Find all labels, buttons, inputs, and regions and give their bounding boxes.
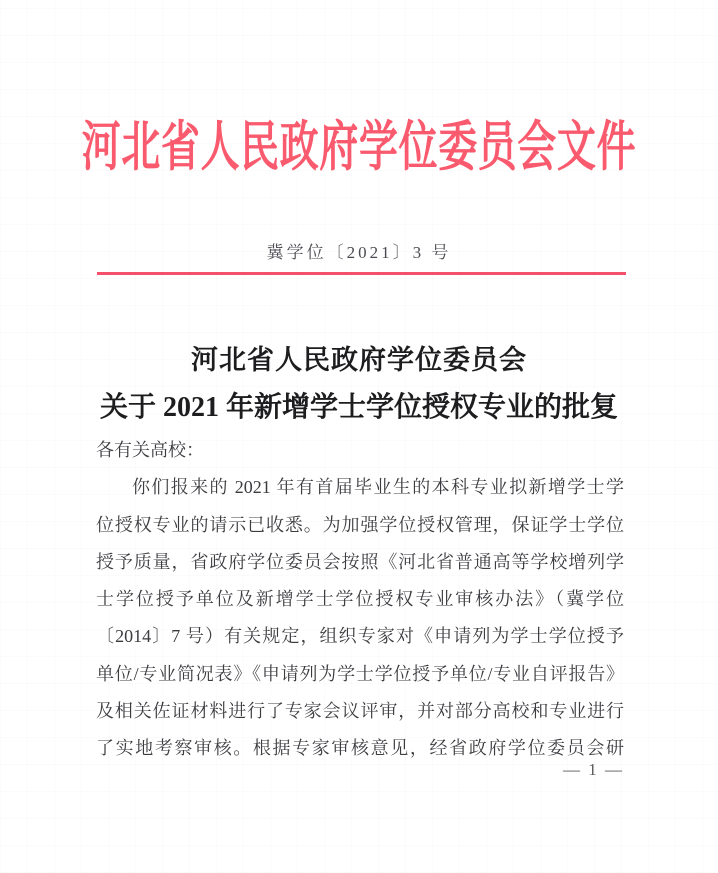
body-line: 〔2014〕7 号）有关规定，组织专家对《申请列为学士学位授予 [96, 626, 624, 647]
page-number: — 1 — [563, 760, 624, 779]
document-title-line2: 关于 2021 年新增学士学位授权专业的批复 [99, 392, 618, 423]
red-divider-rule [97, 272, 626, 275]
document-body [96, 432, 624, 768]
document-number: 冀学位〔2021〕3 号 [266, 243, 452, 262]
body-line: 位授权专业的请示已收悉。为加强学位授权管理，保证学士学位 [96, 514, 624, 535]
body-line: 授予质量，省政府学位委员会按照《河北省普通高等学校增列学 [96, 551, 624, 572]
body-line: 及相关佐证材料进行了专家会议评审，并对部分高校和专业进行 [96, 701, 624, 722]
letterhead [0, 110, 718, 177]
body-line: 你们报来的 2021 年有首届毕业生的本科专业拟新增学士学 [132, 477, 624, 498]
letterhead-org-title: 河北省人民政府学位委员会文件 [81, 116, 637, 177]
body-line: 单位/专业简况表》《申请列为学士学位授予单位/专业自评报告》 [96, 663, 624, 684]
salutation-line: 各有关高校： [96, 440, 204, 460]
document-title-line1: 河北省人民政府学位委员会 [191, 345, 527, 375]
body-line: 士学位授予单位及新增学士学位授权专业审核办法》（冀学位 [96, 589, 624, 610]
body-line: 了实地考察审核。根据专家审核意见，经省政府学位委员会研 [96, 738, 624, 759]
